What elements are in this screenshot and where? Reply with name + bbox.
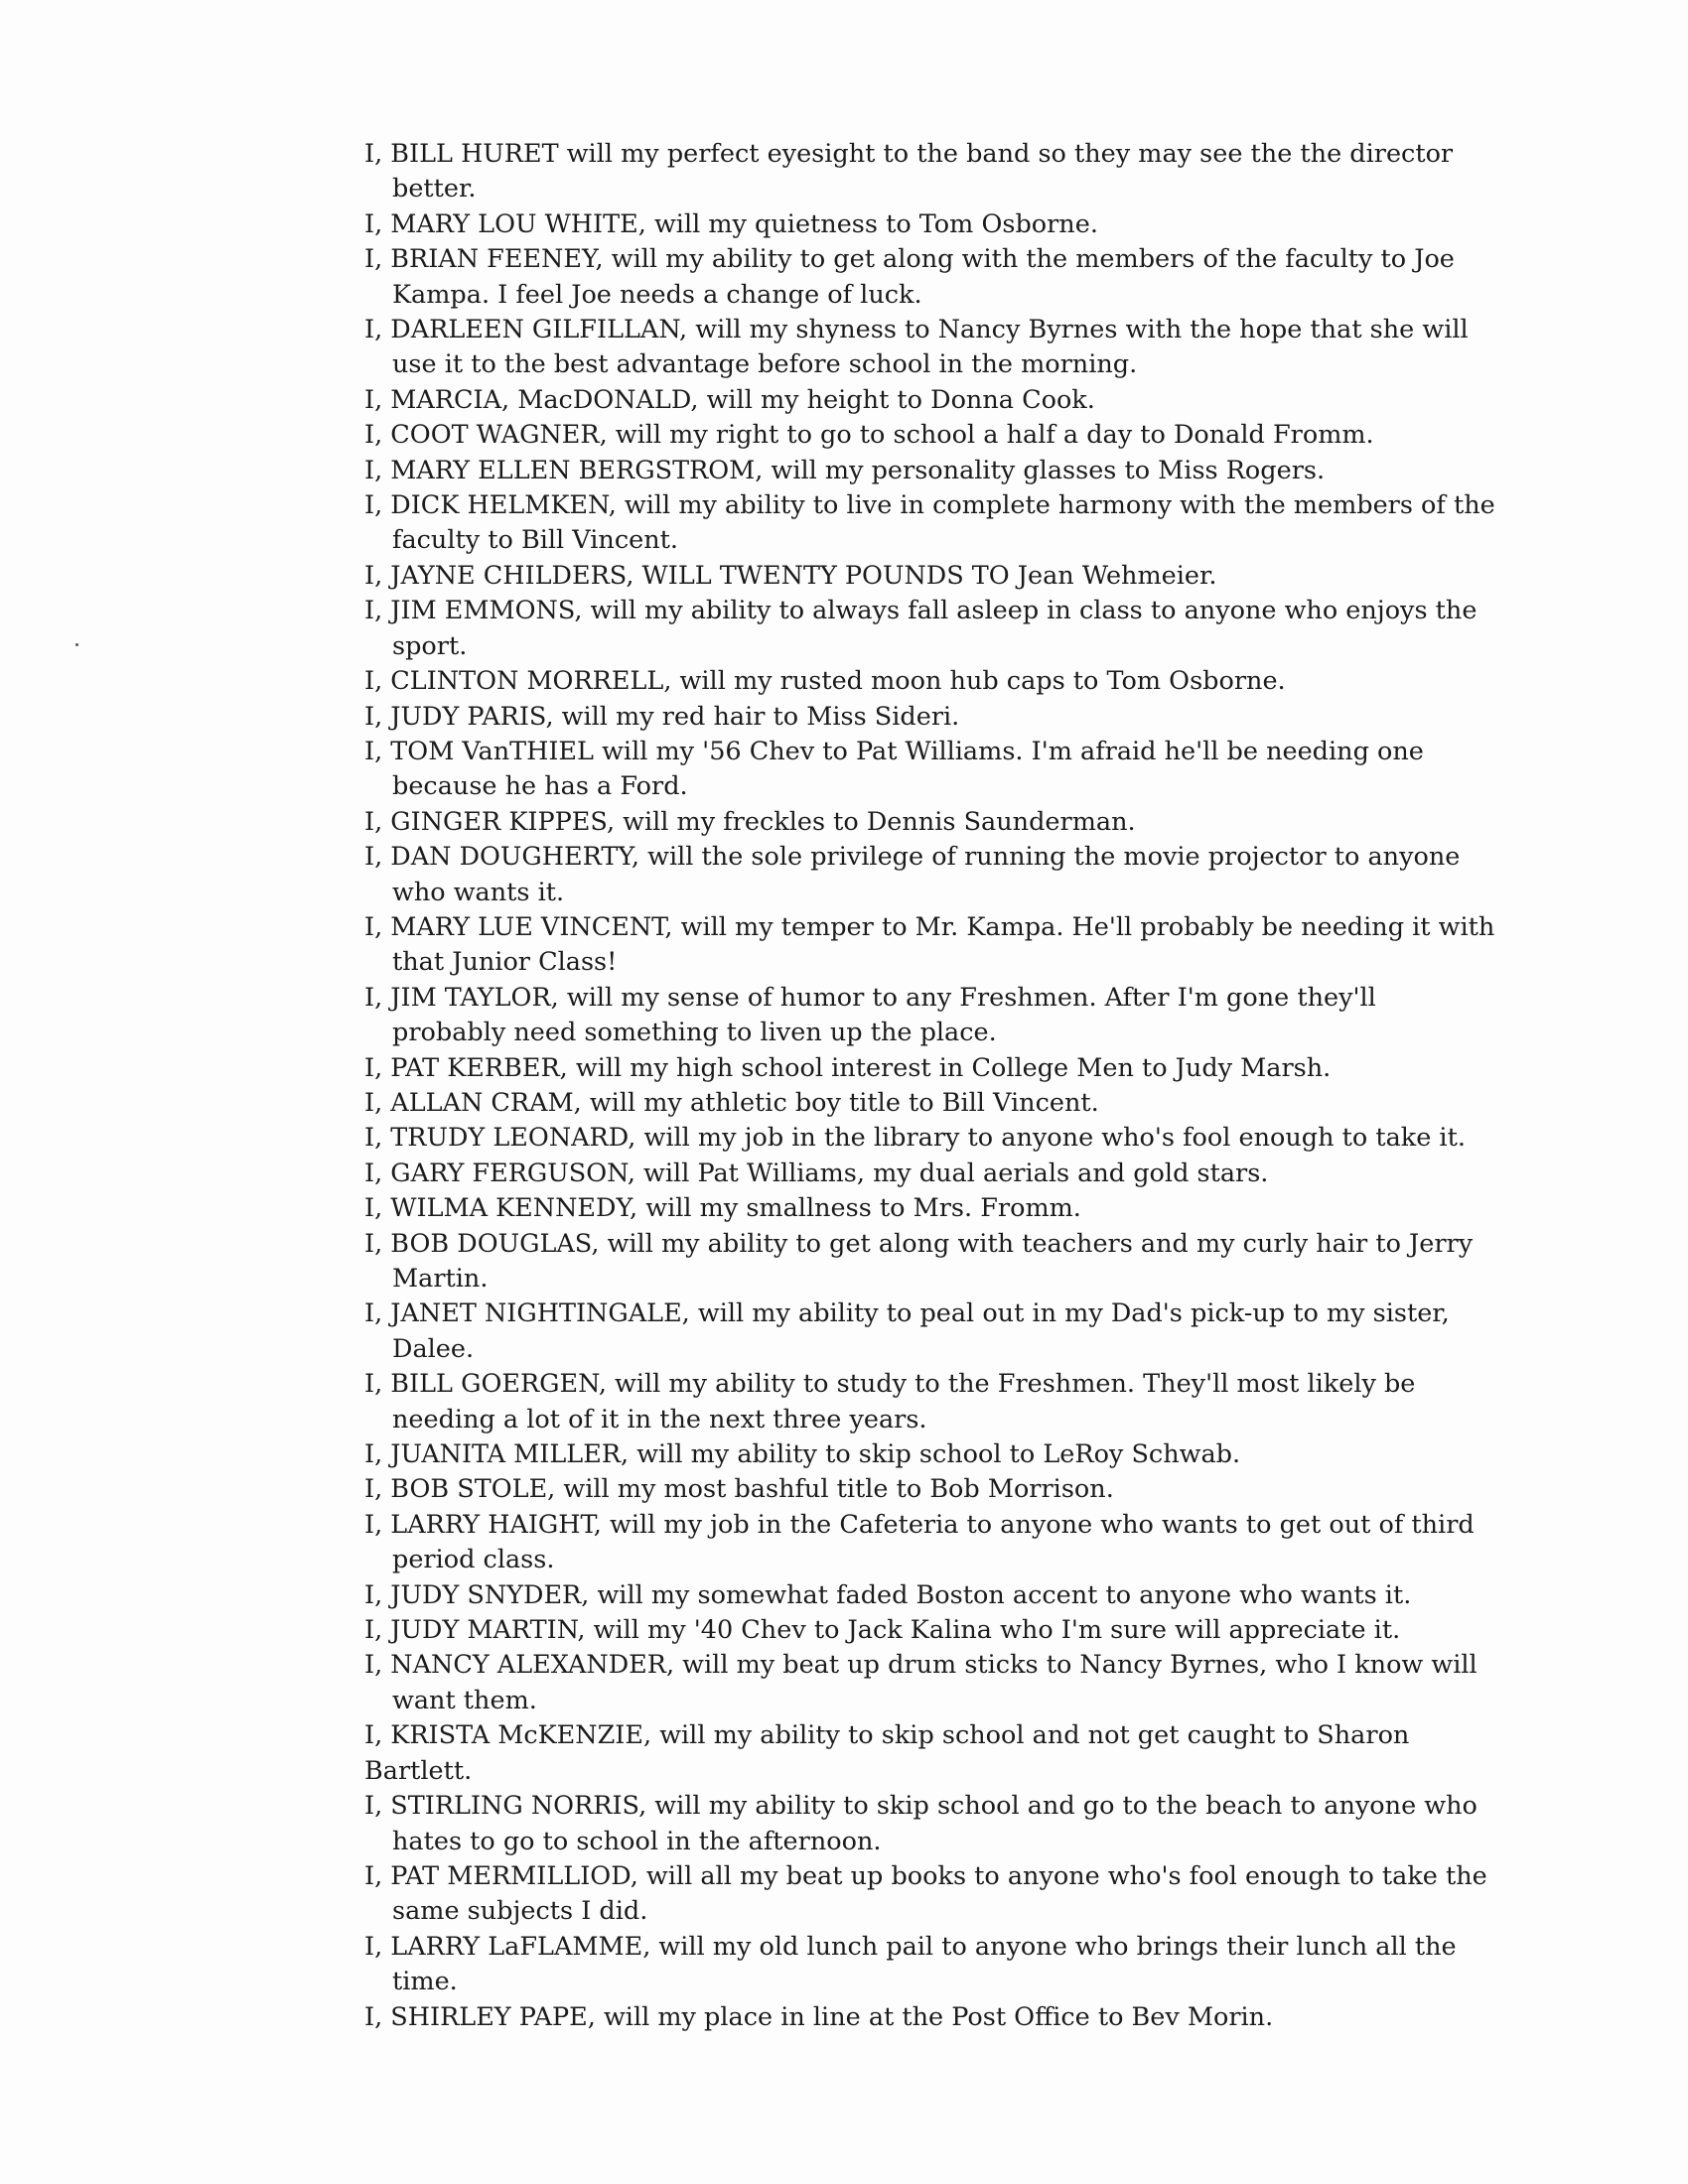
- will-entry: I, PAT MERMILLIOD, will all my beat up books to anyone who's fool enough to take the same subjects I did.: [364, 1860, 1487, 1927]
- will-entry: I, WILMA KENNEDY, will my smallness to Mrs. Fromm.: [364, 1193, 1081, 1224]
- class-will-list: [364, 137, 1496, 2035]
- will-entry: I, JUANITA MILLER, will my ability to skip school to LeRoy Schwab.: [364, 1439, 1241, 1470]
- will-entry: I, MARY LUE VINCENT, will my temper to Mr. Kampa. He'll probably be needing it with that Junior Class!: [364, 911, 1495, 978]
- will-entry: I, JIM EMMONS, will my ability to always fall asleep in class to anyone who enjoys the sport.: [364, 596, 1477, 661]
- will-entry: I, BILL HURET will my perfect eyesight to the band so they may see the the director better.: [364, 139, 1454, 205]
- will-entry: I, BOB DOUGLAS, will my ability to get along with teachers and my curly hair to Jerry Martin.: [364, 1228, 1474, 1294]
- will-entry: I, MARCIA, MacDONALD, will my height to Donna Cook.: [364, 384, 1095, 415]
- will-entry: I, JUDY PARIS, will my red hair to Miss Sideri.: [364, 701, 960, 732]
- will-entry: I, DICK HELMKEN, will my ability to live in complete harmony with the members of the faculty to Bill Vincent.: [364, 490, 1495, 556]
- will-entry: I, BOB STOLE, will my most bashful title to Bob Morrison.: [364, 1474, 1114, 1505]
- will-entry: I, JUDY MARTIN, will my '40 Chev to Jack Kalina who I'm sure will appreciate it.: [364, 1615, 1401, 1646]
- will-entry: I, BRIAN FEENEY, will my ability to get along with the members of the faculty to Joe Kampa. I feel Joe needs a change of luck.: [364, 244, 1455, 310]
- will-entry: I, DARLEEN GILFILLAN, will my shyness to Nancy Byrnes with the hope that she will use it to the best advantage before school in the morning.: [364, 315, 1469, 380]
- will-entry: I, JAYNE CHILDERS, WILL TWENTY POUNDS TO Jean Wehmeier.: [364, 560, 1217, 591]
- will-entry: I, NANCY ALEXANDER, will my beat up drum sticks to Nancy Byrnes, who I know will want them.: [364, 1650, 1477, 1715]
- will-entry: I, LARRY LaFLAMME, will my old lunch pail to anyone who brings their lunch all the time.: [364, 1931, 1457, 1997]
- will-entry: I, CLINTON MORRELL, will my rusted moon hub caps to Tom Osborne.: [364, 666, 1286, 697]
- will-entry: I, STIRLING NORRIS, will my ability to skip school and go to the beach to anyone who hates to go to school in the afternoon.: [364, 1791, 1477, 1856]
- will-entry: I, BILL GOERGEN, will my ability to study to the Freshmen. They'll most likely be needing a lot of it in the next three years.: [364, 1369, 1416, 1434]
- will-entry: I, PAT KERBER, will my high school interest in College Men to Judy Marsh.: [364, 1052, 1332, 1083]
- will-entry: I, SHIRLEY PAPE, will my place in line at the Post Office to Bev Morin.: [364, 2001, 1274, 2032]
- will-entry: I, TOM VanTHIEL will my '56 Chev to Pat Williams. I'm afraid he'll be needing one because he has a Ford.: [364, 736, 1424, 802]
- will-entry: I, MARY ELLEN BERGSTROM, will my personality glasses to Miss Rogers.: [364, 455, 1326, 485]
- will-entry: I, KRISTA McKENZIE, will my ability to skip school and not get caught to Sharon Bartlett.: [364, 1720, 1410, 1786]
- will-entry: I, TRUDY LEONARD, will my job in the library to anyone who's fool enough to take it.: [364, 1123, 1466, 1154]
- will-entry: I, LARRY HAIGHT, will my job in the Cafeteria to anyone who wants to get out of third period class.: [364, 1509, 1475, 1575]
- will-entry: I, JANET NIGHTINGALE, will my ability to peal out in my Dad's pick-up to my sister, Dalee.: [364, 1298, 1450, 1364]
- will-entry: I, DAN DOUGHERTY, will the sole privilege of running the movie projector to anyone who wants it.: [364, 842, 1461, 907]
- will-entry: I, COOT WAGNER, will my right to go to school a half a day to Donald Fromm.: [364, 420, 1374, 451]
- will-entry: I, ALLAN CRAM, will my athletic boy title to Bill Vincent.: [364, 1087, 1099, 1118]
- will-entry: I, GARY FERGUSON, will Pat Williams, my dual aerials and gold stars.: [364, 1158, 1269, 1188]
- will-entry: I, MARY LOU WHITE, will my quietness to Tom Osborne.: [364, 208, 1098, 239]
- will-entry: I, JIM TAYLOR, will my sense of humor to any Freshmen. After I'm gone they'll probably need something to liven up the place.: [364, 982, 1376, 1048]
- will-entry: I, JUDY SNYDER, will my somewhat faded Boston accent to anyone who wants it.: [364, 1579, 1412, 1610]
- page-speck: [75, 643, 78, 646]
- will-entry: I, GINGER KIPPES, will my freckles to Dennis Saunderman.: [364, 806, 1136, 837]
